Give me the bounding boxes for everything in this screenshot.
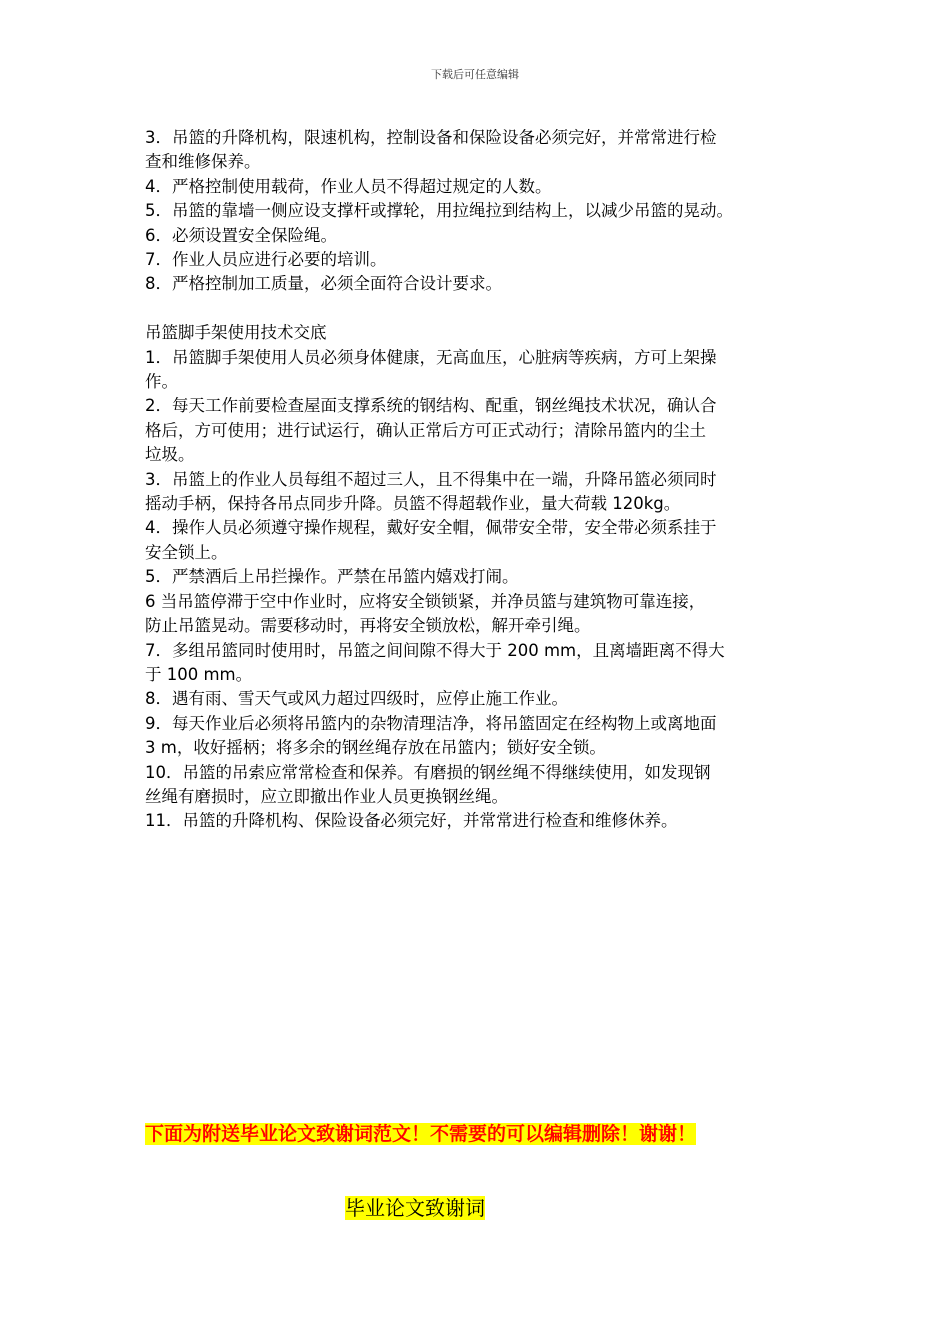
- acknowledgement-title: [345, 1195, 485, 1221]
- text-line: 查和维修保养。: [145, 152, 261, 172]
- text-line: 安全锁上。: [145, 542, 228, 562]
- text-line: 1．吊篮脚手架使用人员必须身体健康，无高血压，心脏病等疾病，方可上架操: [145, 347, 717, 367]
- text-line: 10．吊篮的吊索应常常检查和保养。有磨损的钢丝绳不得继续使用，如发现钢: [145, 762, 711, 782]
- text-line: 6 当吊篮停滞于空中作业时，应将安全锁锁紧，并净员篮与建筑物可靠连接，: [145, 591, 706, 611]
- section-title: 吊篮脚手架使用技术交底: [145, 323, 327, 343]
- text-line: 4．操作人员必须遵守操作规程，戴好安全帽，佩带安全带，安全带必须系挂于: [145, 518, 717, 538]
- notice-text: 下面为附送毕业论文致谢词范文！不需要的可以编辑删除！谢谢！: [145, 1123, 697, 1145]
- paragraph-gap: [145, 297, 825, 321]
- text-line: 6．必须设置安全保险绳。: [145, 225, 337, 245]
- text-line: 8．遇有雨、雪天气或风力超过四级时，应停止施工作业。: [145, 689, 568, 709]
- header-text: 下载后可任意编辑: [431, 68, 519, 81]
- text-line: 格后，方可使用；进行试运行，确认正常后方可正式动行；清除吊篮内的尘土: [145, 420, 706, 440]
- text-line: 3．吊篮的升降机构，限速机构，控制设备和保险设备必须完好，并常常进行检: [145, 128, 717, 147]
- text-line: 2．每天工作前要检查屋面支撑系统的钢结构、配重，钢丝绳技术状况，确认合: [145, 396, 717, 416]
- highlighted-notice: [145, 1122, 696, 1146]
- text-line: 摇动手柄，保持各吊点同步升降。员篮不得超载作业，量大荷载 120kg。: [145, 494, 681, 514]
- text-line: 3．吊篮上的作业人员每组不超过三人，且不得集中在一端，升降吊篮必须同时: [145, 469, 717, 489]
- text-line: 11．吊篮的升降机构、保险设备必须完好，并常常进行检查和维修休养。: [145, 811, 678, 831]
- text-line: 7．作业人员应进行必要的培训。: [145, 250, 387, 270]
- text-line: 7．多组吊篮同时使用时，吊篮之间间隙不得大于 200 mm，且离墙距离不得大: [145, 640, 725, 660]
- text-line: 8．严格控制加工质量，必须全面符合设计要求。: [145, 274, 502, 294]
- text-line: 丝绳有磨损时，应立即撤出作业人员更换钢丝绳。: [145, 786, 508, 806]
- text-line: 防止吊篮晃动。需要移动时，再将安全锁放松，解开牵引绳。: [145, 616, 591, 636]
- text-line: 垃圾。: [145, 445, 195, 465]
- text-line: 5．吊篮的靠墙一侧应设支撑杆或撑轮，用拉绳拉到结构上，以减少吊篮的晃动。: [145, 201, 733, 221]
- text-line: 3 m，收好摇柄；将多余的钢丝绳存放在吊篮内；锁好安全锁。: [145, 738, 606, 758]
- page-header: [0, 66, 950, 82]
- text-line: 4．严格控制使用载荷，作业人员不得超过规定的人数。: [145, 176, 552, 196]
- acknowledgement-title-text: 毕业论文致谢词: [345, 1196, 485, 1220]
- text-line: 5．严禁酒后上吊拦操作。严禁在吊篮内嬉戏打闹。: [145, 567, 519, 587]
- document-body: [145, 126, 825, 834]
- text-line: 作。: [145, 372, 178, 392]
- text-line: 于 100 mm。: [145, 664, 253, 684]
- text-line: 9．每天作业后必须将吊篮内的杂物清理洁净，将吊篮固定在经构物上或离地面: [145, 713, 717, 733]
